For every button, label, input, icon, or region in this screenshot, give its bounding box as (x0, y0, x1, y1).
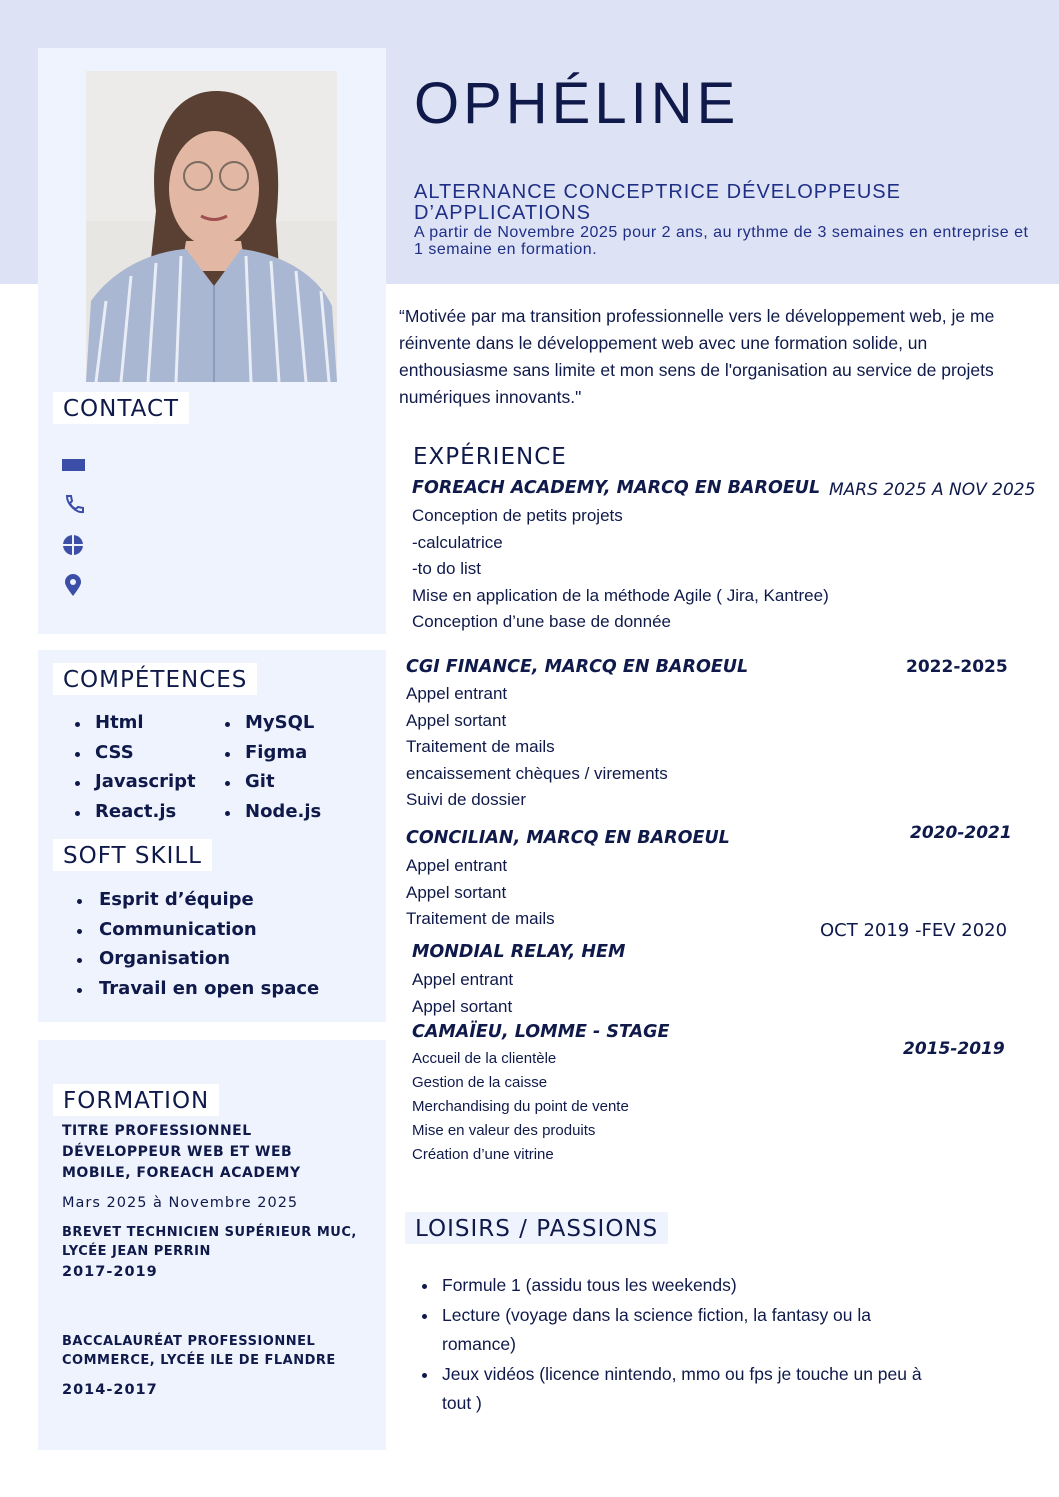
list-item: Création d’une vitrine (412, 1146, 554, 1163)
mail-icon (62, 453, 86, 477)
job-company: CGI FINANCE, MARCQ EN BAROEUL (406, 657, 749, 677)
competences-heading: COMPÉTENCES (53, 663, 257, 695)
formation-title: BREVET TECHNICIEN SUPÉRIEUR MUC, LYCÉE JEAN PERRIN (62, 1225, 357, 1259)
list-item: -to do list (412, 559, 481, 578)
formation-date: Mars 2025 à Novembre 2025 (62, 1195, 299, 1211)
list-item: Suivi de dossier (406, 790, 527, 809)
formation-title: TITRE PROFESSIONNEL DÉVELOPPEUR WEB ET WEB MOBILE, FOREACH ACADEMY (62, 1123, 301, 1181)
job-date: 2015-2019 (903, 1039, 1005, 1059)
list-item: Mise en valeur des produits (412, 1122, 596, 1139)
list-item: -calculatrice (412, 532, 503, 552)
list-item: Communication (77, 915, 319, 945)
list-item: Git (225, 767, 321, 797)
list-item: Mise en application de la méthode Agile ( Jira, Kantree) (412, 585, 829, 605)
list-item: Appel sortant (406, 710, 507, 730)
job-date: 2022-2025 (906, 657, 1008, 677)
formation-heading: FORMATION (53, 1084, 219, 1116)
globe-icon (62, 533, 86, 557)
list-item: Lecture (voyage dans la science fiction, la fantasy ou la romance) (420, 1301, 940, 1360)
job-tasks (412, 967, 513, 1020)
loisirs-list (420, 1271, 940, 1419)
formation-date: 2014-2017 (62, 1382, 158, 1398)
list-item: MySQL (225, 708, 321, 738)
list-item: Accueil de la clientèle (412, 1050, 557, 1067)
job-target-title: ALTERNANCE CONCEPTRICE DÉVELOPPEUSE D’APPLICATIONS (414, 181, 901, 224)
list-item: encaissement chèques / virements (406, 763, 668, 783)
job-company: CONCILIAN, MARCQ EN BAROEUL (406, 828, 730, 848)
list-item: Appel sortant (406, 882, 507, 902)
job-tasks (406, 853, 555, 933)
job-tasks (406, 681, 668, 814)
list-item: Formule 1 (assidu tous les weekends) (420, 1271, 940, 1301)
job-date: MARS 2025 A NOV 2025 (829, 480, 1036, 500)
list-item: Html (75, 708, 196, 738)
list-item: Appel entrant (406, 684, 508, 703)
list-item: Jeux vidéos (licence nintendo, mmo ou fps je touche un peu à tout ) (420, 1360, 940, 1419)
list-item: Node.js (225, 797, 321, 827)
list-item: Javascript (75, 767, 196, 797)
contact-heading: CONTACT (53, 392, 189, 424)
list-item: React.js (75, 797, 196, 827)
competences-list-col1 (75, 708, 196, 826)
job-tasks (412, 1047, 629, 1167)
formation-date: 2017-2019 (62, 1264, 158, 1280)
list-item: Organisation (77, 944, 319, 974)
list-item: CSS (75, 738, 196, 768)
competences-list-col2 (225, 708, 321, 826)
job-company: CAMAÏEU, LOMME - STAGE (412, 1022, 670, 1042)
list-item: Traitement de mails (406, 737, 555, 756)
list-item: Conception de petits projets (412, 506, 623, 525)
list-item: Gestion de la caisse (412, 1074, 548, 1091)
candidate-name: OPHÉLINE (414, 71, 740, 136)
phone-icon (62, 493, 86, 517)
soft-skill-heading: SOFT SKILL (53, 839, 212, 871)
job-tasks (412, 503, 829, 636)
soft-skill-list (77, 885, 319, 1003)
job-company: FOREACH ACADEMY, MARCQ EN BAROEUL (412, 478, 821, 498)
list-item: Merchandising du point de vente (412, 1098, 629, 1115)
list-item: Esprit d’équipe (77, 885, 319, 915)
list-item: Travail en open space (77, 974, 319, 1004)
job-date: OCT 2019 -FEV 2020 (820, 920, 1008, 941)
job-company: MONDIAL RELAY, HEM (412, 942, 626, 962)
list-item: Appel sortant (412, 996, 513, 1016)
list-item: Appel entrant (406, 856, 508, 875)
location-pin-icon (62, 573, 86, 597)
list-item: Appel entrant (412, 970, 514, 989)
formation-title: BACCALAURÉAT PROFESSIONNEL COMMERCE, LYCÉE ILE DE FLANDRE (62, 1334, 336, 1368)
job-target-description: A partir de Novembre 2025 pour 2 ans, au rythme de 3 semaines en entreprise et 1 semaine en formation. (414, 224, 1029, 258)
profile-quote: “Motivée par ma transition professionnelle vers le développement web, je me réinvente dans le développement web avec une formation solide, un enthousiasme sans limite et mon sens de l'organisation au service de projets numériques innovants." (399, 306, 995, 407)
experience-heading: EXPÉRIENCE (403, 440, 577, 472)
loisirs-heading: LOISIRS / PASSIONS (405, 1212, 668, 1244)
list-item: Conception d’une base de donnée (412, 612, 671, 631)
profile-photo (86, 71, 337, 382)
job-date: 2020-2021 (910, 823, 1012, 843)
list-item: Figma (225, 738, 321, 768)
list-item: Traitement de mails (406, 909, 555, 928)
